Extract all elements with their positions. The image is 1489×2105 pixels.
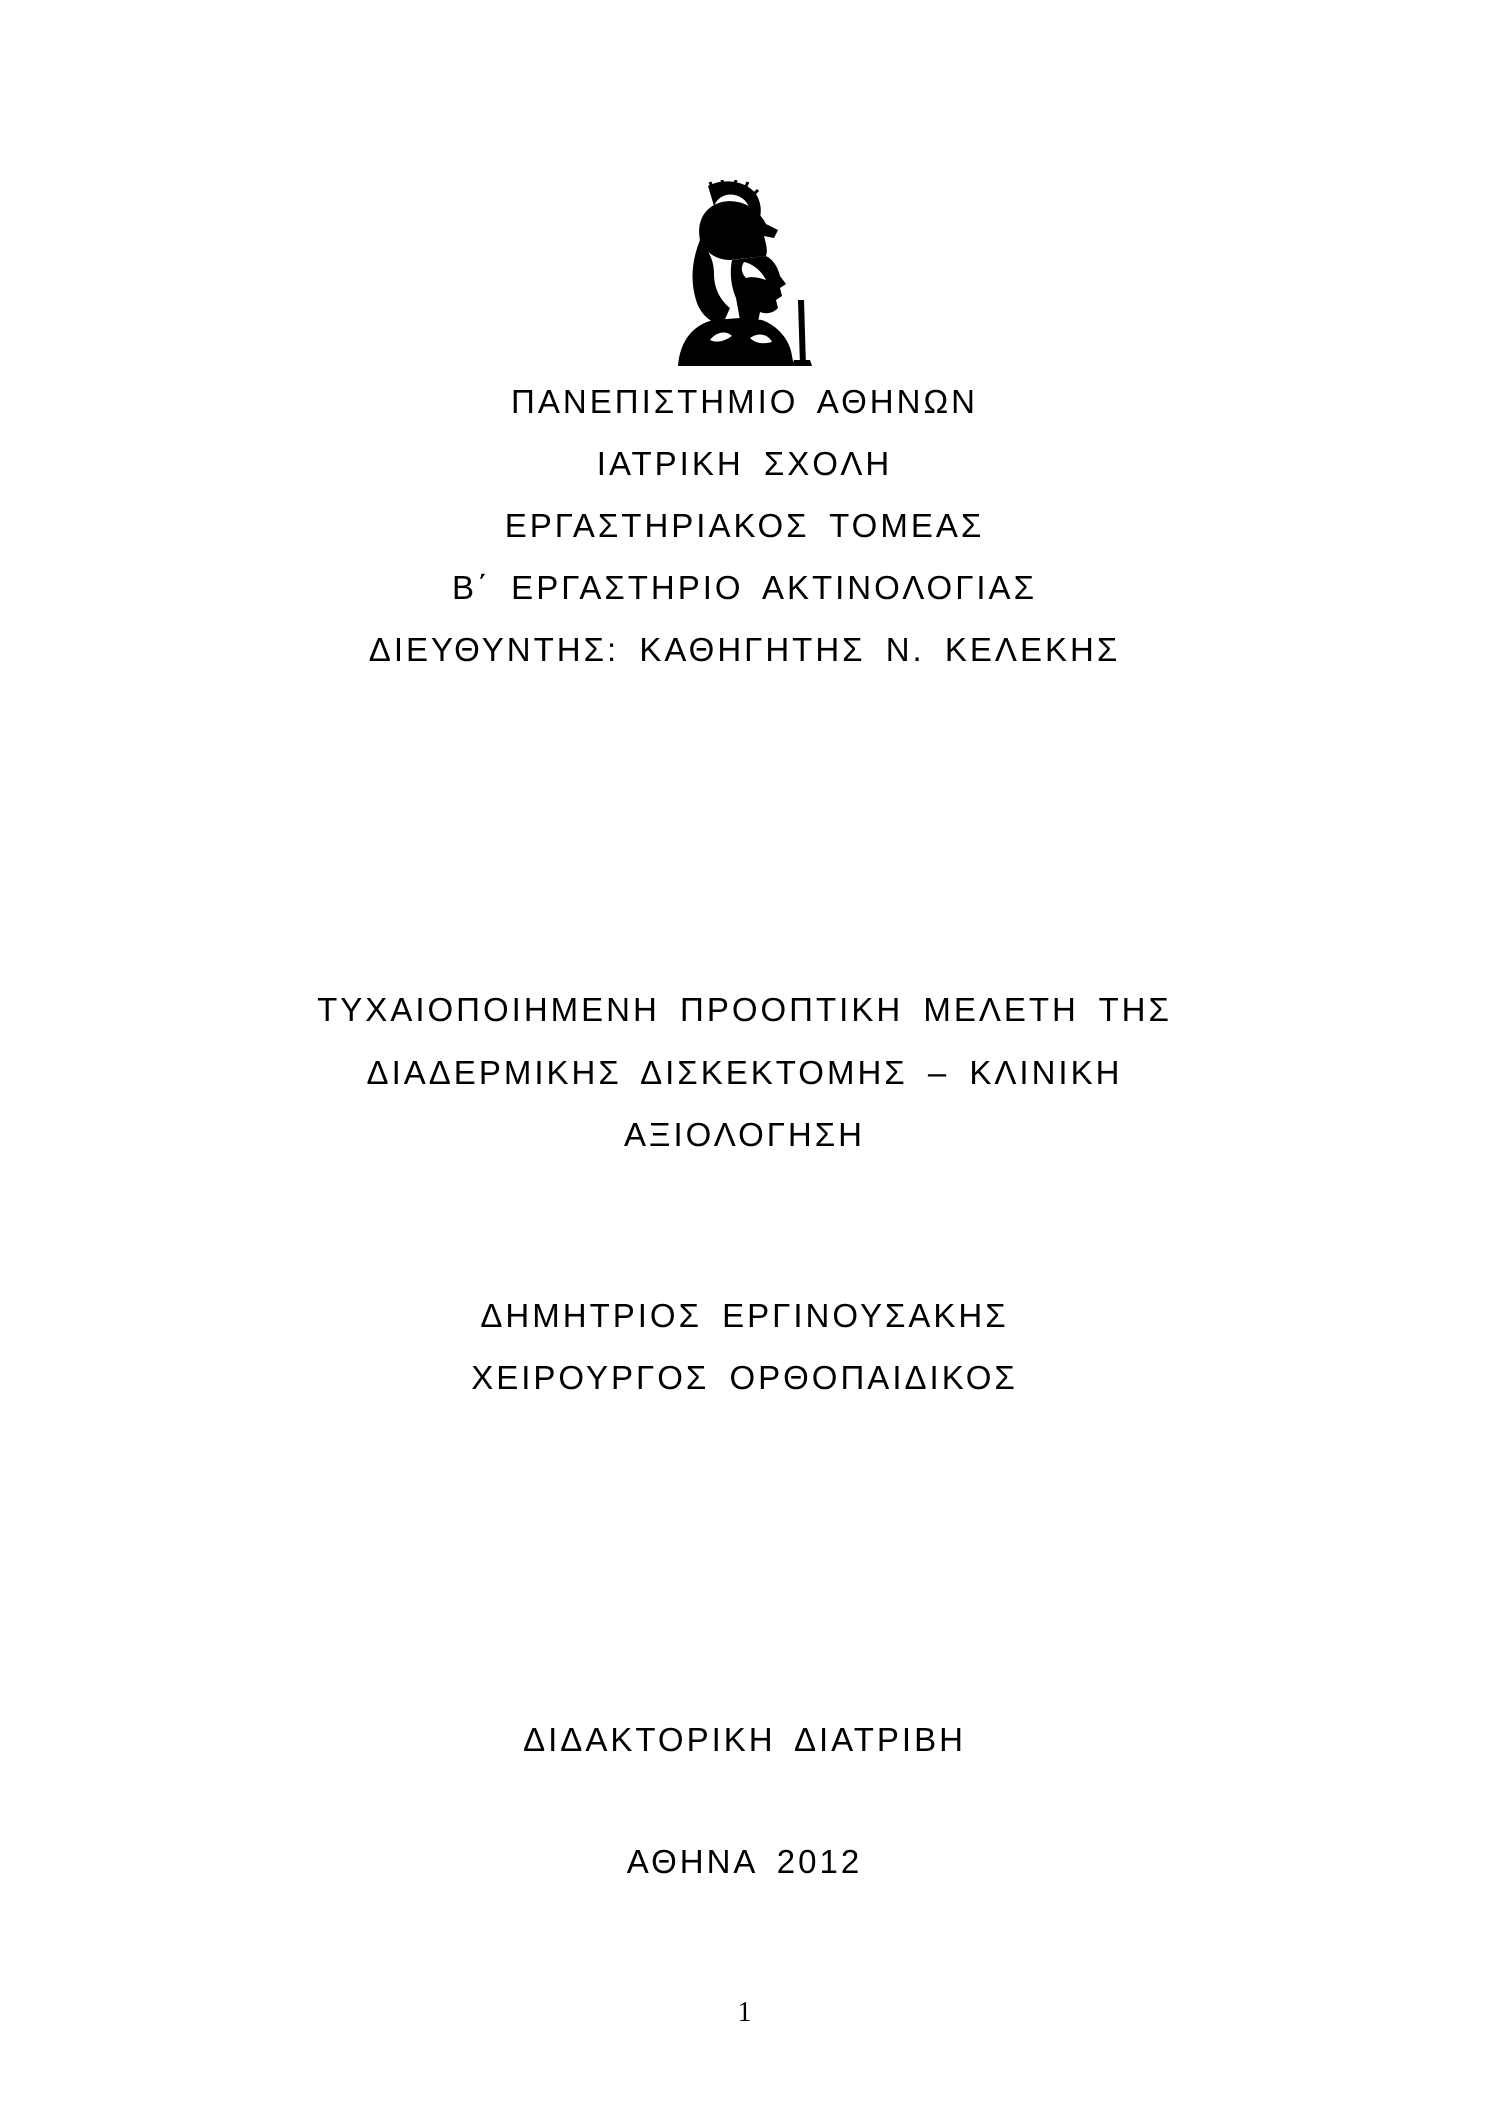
place-year: ΑΘΗΝΑ 2012 — [626, 1843, 863, 1880]
author-role: ΧΕΙΡΟΥΡΓΟΣ ΟΡΘΟΠΑΙΔΙΚΟΣ — [471, 1359, 1018, 1396]
university-name: ΠΑΝΕΠΙΣΤΗΜΙΟ ΑΘΗΝΩΝ — [511, 383, 978, 420]
school-name: ΙΑΤΡΙΚΗ ΣΧΟΛΗ — [596, 445, 893, 482]
laboratory-name: Β΄ ΕΡΓΑΣΤΗΡΙΟ ΑΚΤΙΝΟΛΟΓΙΑΣ — [452, 569, 1037, 606]
athena-head-logo-icon — [670, 180, 820, 366]
author-name: ΔΗΜΗΤΡΙΟΣ ΕΡΓΙΝΟΥΣΑΚΗΣ — [480, 1297, 1009, 1334]
thesis-title-line-3: ΑΞΙΟΛΟΓΗΣΗ — [624, 1116, 865, 1153]
page-number: 1 — [737, 1997, 752, 2028]
thesis-title-line-1: ΤΥΧΑΙΟΠΟΙΗΜΕΝΗ ΠΡΟΟΠΤΙΚΗ ΜΕΛΕΤΗ ΤΗΣ — [317, 991, 1172, 1028]
document-type: ΔΙΔΑΚΤΟΡΙΚΗ ΔΙΑΤΡΙΒΗ — [523, 1721, 966, 1758]
director-line: ΔΙΕΥΘΥΝΤΗΣ: ΚΑΘΗΓΗΤΗΣ Ν. ΚΕΛΕΚΗΣ — [368, 631, 1121, 668]
thesis-title-line-2: ΔΙΑΔΕΡΜΙΚΗΣ ΔΙΣΚΕΚΤΟΜΗΣ – ΚΛΙΝΙΚΗ — [366, 1054, 1123, 1091]
department-name: ΕΡΓΑΣΤΗΡΙΑΚΟΣ ΤΟΜΕΑΣ — [504, 507, 985, 544]
